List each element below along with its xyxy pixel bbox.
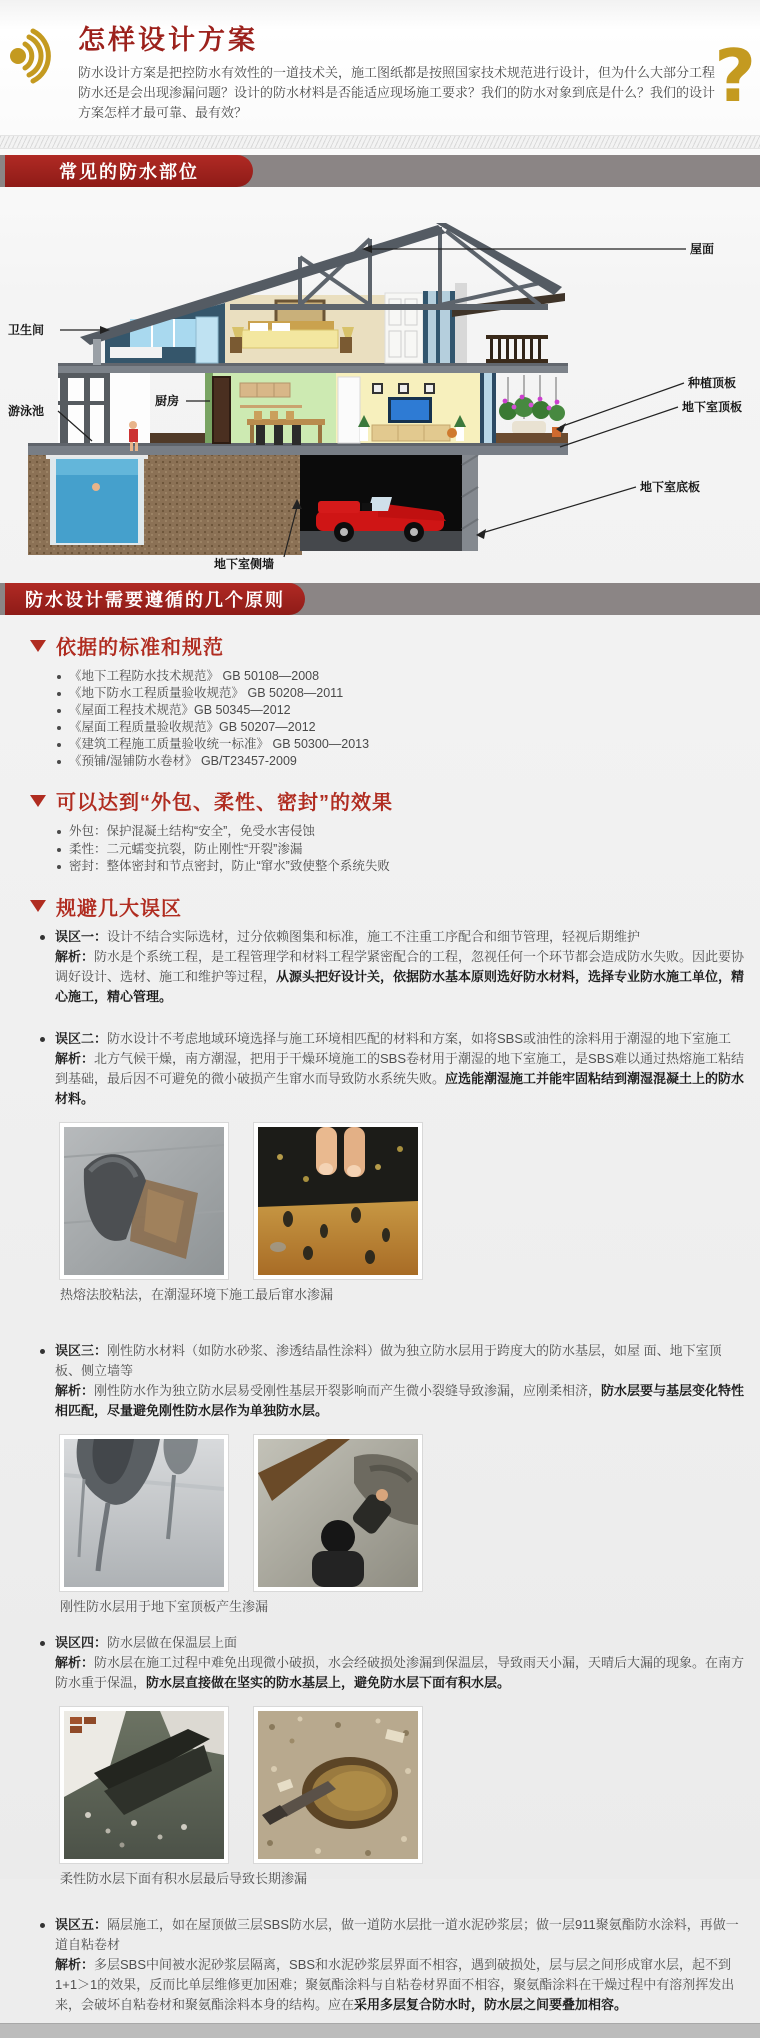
effect-item: 柔性：二元蠕变抗裂，防止刚性“开裂”渗漏 xyxy=(57,841,760,859)
misconception-analysis: 解析：刚性防水作为独立防水层易受刚性基层开裂影响而产生微小裂缝导致渗漏，应刚柔相济，防水层要与基层变化特性相匹配，尽量避免刚性防水层作为单独防水层。 xyxy=(55,1382,745,1418)
misconception-2 xyxy=(40,1029,745,1305)
header xyxy=(0,0,760,127)
heading-effects xyxy=(30,786,760,815)
standards-list xyxy=(0,668,760,770)
bullet-dot xyxy=(40,1641,45,1646)
ceiling-leak-stain-photo xyxy=(59,1434,229,1592)
misconception-5 xyxy=(40,1915,745,2015)
misconception-3 xyxy=(40,1341,745,1617)
label-planting-roof: 种植顶板 xyxy=(688,376,737,390)
intro-paragraph: 防水设计方案是把控防水有效性的一道技术关，施工图纸都是按照国家技术规范进行设计，但为什么大部分工程防水还是会出现渗漏问题？设计的防水材料是否能适应现场施工要求？我们的防水对象到底是什么？我们的设计方案怎样才最可靠、最有效？ xyxy=(78,65,716,120)
photo-row xyxy=(59,1122,745,1280)
triangle-bullet-icon xyxy=(30,900,46,912)
misconception-title: 误区二：防水设计不考虑地域环境选择与施工环境相匹配的材料和方案，如将SBS或油性的涂料用于潮湿的地下室施工 xyxy=(55,1030,732,1046)
striped-divider xyxy=(0,135,760,149)
heading-text: 规避几大误区 xyxy=(56,897,182,920)
misconception-label: 误区一： xyxy=(55,928,108,944)
standard-item: 《建筑工程施工质量验收统一标准》 GB 50300—2013 xyxy=(57,736,760,753)
effects-list xyxy=(0,823,760,876)
hand-peeling-black-membrane-photo xyxy=(253,1122,423,1280)
misconception-title: 误区一：设计不结合实际选材，过分依赖图集和标准，施工不注重工序配合和细节管理，轻视后期维护 xyxy=(55,928,641,944)
standard-item: 《地下防水工程质量验收规范》 GB 50208—2011 xyxy=(57,685,760,702)
bullet-dot xyxy=(40,1923,45,1928)
question-mark-icon: ? xyxy=(714,34,756,118)
heading-text: 可以达到“外包、柔性、密封”的效果 xyxy=(56,792,393,814)
heading-misconceptions xyxy=(30,892,760,921)
bullet-dot xyxy=(40,935,45,940)
label-basement-roof: 地下室顶板 xyxy=(682,400,743,414)
photo-caption: 热熔法胶粘法，在潮湿环境下施工最后窜水渗漏 xyxy=(60,1286,334,1302)
misconception-analysis: 解析：防水是个系统工程，是工程管理学和材料工程学紧密配合的工程，忽视任何一个环节都会造成防水失败。因此要协调好设计、选材、施工和维护等过程，从源头把好设计关，依据防水基本原则选好防水材料，选择专业防水施工单位，精心施工，精心管理。 xyxy=(55,948,745,1004)
bullet-dot xyxy=(40,1349,45,1354)
label-basement-floor: 地下室底板 xyxy=(640,480,701,494)
triangle-bullet-icon xyxy=(30,795,46,807)
standard-item: 《预铺/湿铺防水卷材》 GB/T23457-2009 xyxy=(57,753,760,770)
misconception-analysis: 解析：多层SBS中间被水泥砂浆层隔离，SBS和水泥砂浆层界面不相容，遇到破损处，层与层之间形成窜水层，起不到1+1＞1的效果，反而比单层维修更加困难；聚氨酯涂料与自粘卷材界面不相容，聚氨酯涂料在干燥过程中有溶剂挥发出来，会破坏自粘卷材和聚氨酯涂料本身的结构。应在采用多层复合防水时，防水层之间要叠加相容。 xyxy=(55,1956,735,2012)
muddy-water-hole-photo xyxy=(253,1706,423,1864)
banner-title: 常见的防水部位 xyxy=(5,155,253,187)
photo-caption: 柔性防水层下面有积水层最后导致长期渗漏 xyxy=(60,1870,308,1886)
heading-standards xyxy=(30,631,760,660)
section-banner-common-parts xyxy=(0,155,760,187)
label-roof: 屋面 xyxy=(690,242,715,256)
misconception-analysis: 解析：北方气候干燥，南方潮湿，把用于干燥环境施工的SBS卷材用于潮湿的地下室施工，是SBS难以通过热熔施工粘结到基础，最后因不可避免的微小破损产生窜水而导致防水系统失败。应选能潮湿施工并能牢固粘结到潮湿混凝土上的防水材料。 xyxy=(55,1050,745,1106)
section-banner-principles xyxy=(0,583,760,615)
triangle-bullet-icon xyxy=(30,640,46,652)
label-bathroom: 卫生间 xyxy=(8,323,45,337)
photo-caption: 刚性防水层用于地下室顶板产生渗漏 xyxy=(60,1598,269,1614)
banner-title: 防水设计需要遵循的几个原则 xyxy=(5,583,305,615)
debris-corner-waterproofing-photo xyxy=(59,1706,229,1864)
sound-waves-icon xyxy=(8,28,66,84)
bullet-dot xyxy=(40,1037,45,1042)
effect-item: 密封：整体密封和节点密封，防止“窜水”致使整个系统失败 xyxy=(57,858,760,876)
house-cutaway-diagram xyxy=(0,187,760,577)
misconception-analysis: 解析：防水层在施工过程中难免出现微小破损，水会经破损处渗漏到保温层，导致雨天小漏，天晴后大漏的现象。在南方防水重于保温，防水层直接做在坚实的防水基层上，避免防水层下面有积水层。 xyxy=(55,1654,745,1690)
photo-row xyxy=(59,1706,745,1864)
standard-item: 《地下工程防水技术规范》 GB 50108—2008 xyxy=(57,668,760,685)
house-cutaway-svg xyxy=(0,187,760,577)
heading-text: 依据的标准和规范 xyxy=(56,637,224,659)
effect-item: 外包：保护混凝土结构“安全”，免受水害侵蚀 xyxy=(57,823,760,841)
standard-item: 《屋面工程技术规范》GB 50345—2012 xyxy=(57,702,760,719)
photo-row xyxy=(59,1434,745,1592)
misconception-title: 误区五：隔层施工，如在屋顶做三层SBS防水层，做一道防水层批一道水泥砂浆层；做一层911聚氨酯防水涂料，再做一道自粘卷材 xyxy=(55,1916,739,1952)
membrane-peeled-roof-photo xyxy=(59,1122,229,1280)
misconception-title: 误区三：刚性防水材料（如防水砂浆、渗透结晶性涂料）做为独立防水层用于跨度大的防水基层，如屋 面、地下室顶板、侧立墙等 xyxy=(55,1342,722,1378)
label-kitchen: 厨房 xyxy=(155,394,180,408)
misconception-1 xyxy=(40,927,745,1007)
standard-item: 《屋面工程质量验收规范》GB 50207—2012 xyxy=(57,719,760,736)
label-pool: 游泳池 xyxy=(8,404,45,418)
misconception-4 xyxy=(40,1633,745,1889)
footer-bar xyxy=(0,2023,760,2038)
page-title: 怎样设计方案 xyxy=(78,25,258,55)
man-pointing-at-leaking-wall-photo xyxy=(253,1434,423,1592)
misconception-title: 误区四：防水层做在保温层上面 xyxy=(55,1634,238,1650)
label-basement-wall: 地下室侧墙 xyxy=(214,557,275,571)
